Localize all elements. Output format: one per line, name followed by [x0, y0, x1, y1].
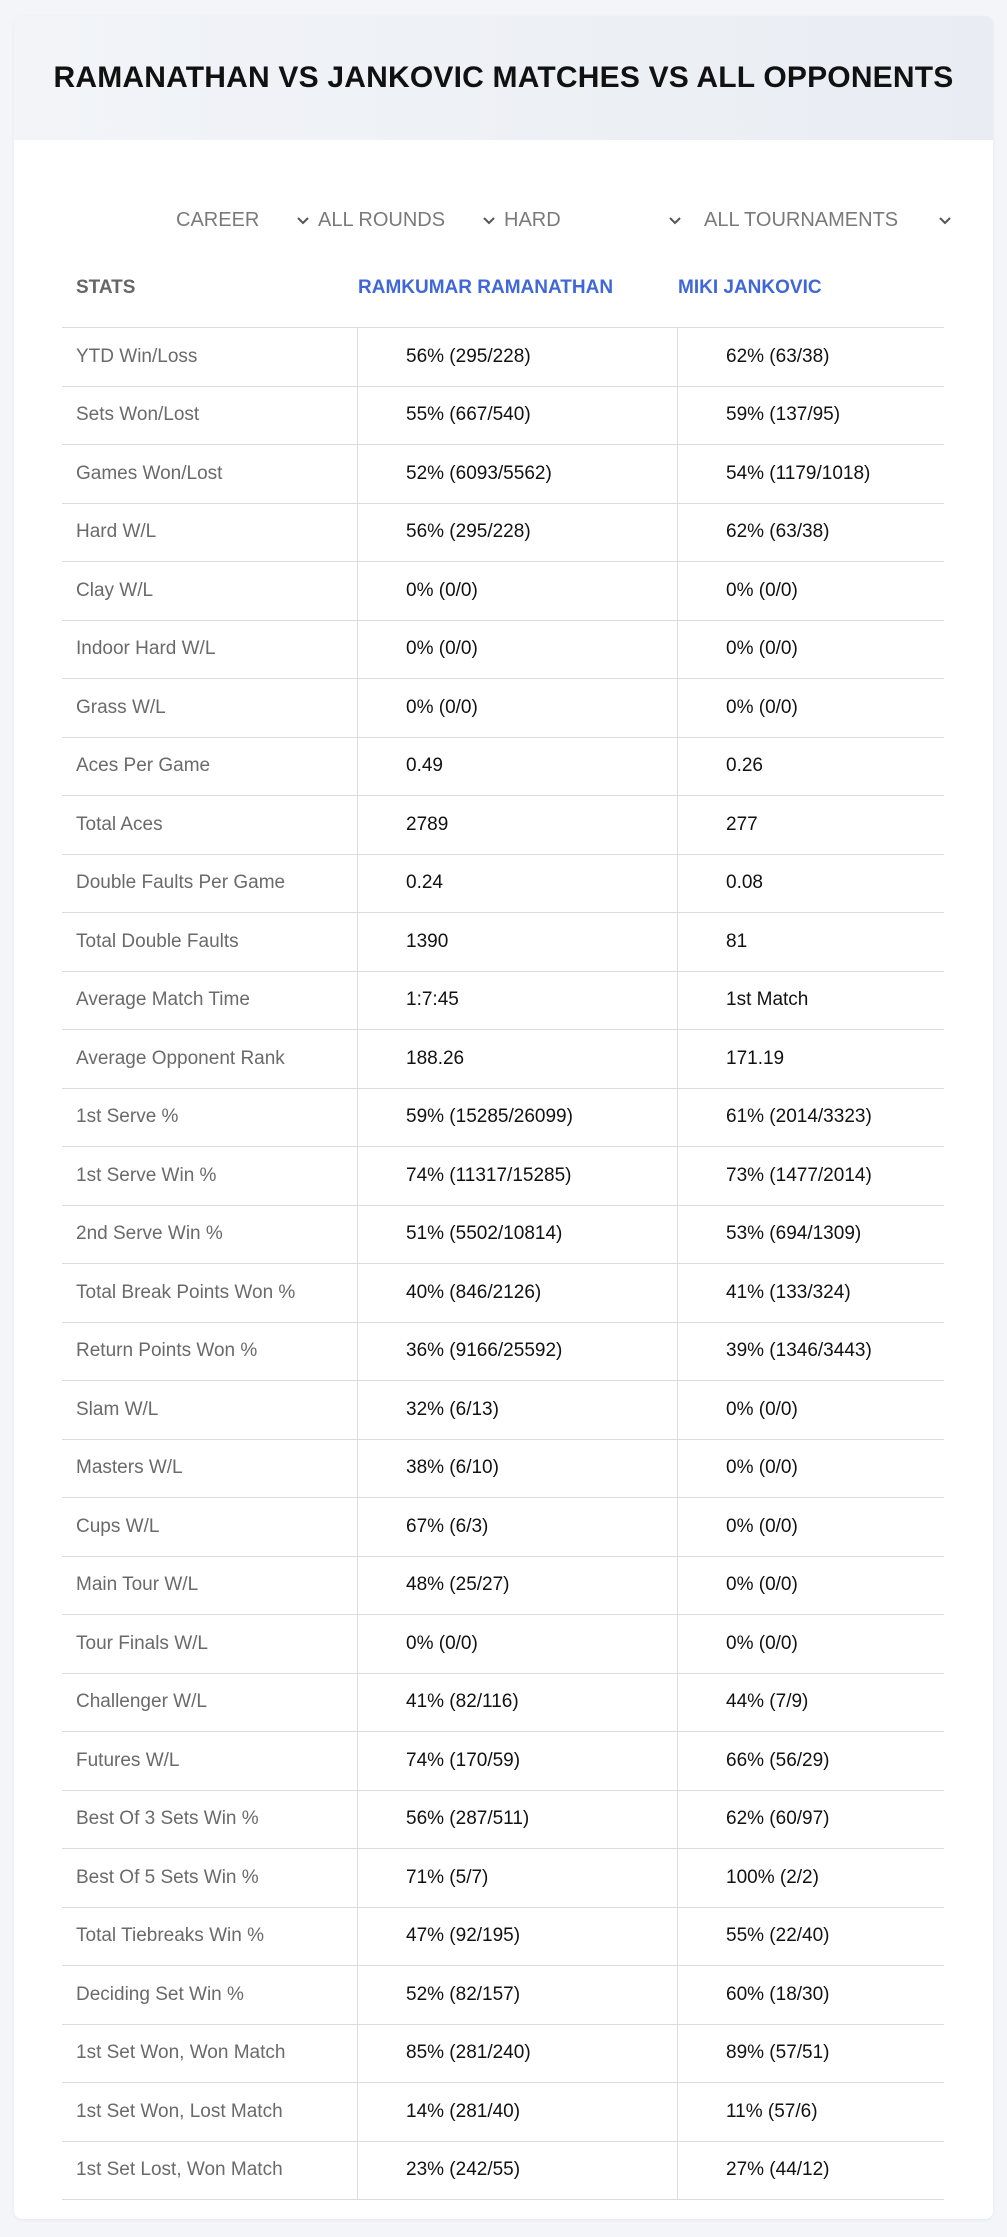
stat-value-ramanathan: 0.49: [358, 738, 678, 796]
table-row: [62, 796, 944, 855]
stat-value-jankovic: 0% (0/0): [726, 696, 798, 718]
stat-label: YTD Win/Loss: [62, 328, 358, 386]
table-row: [62, 328, 944, 387]
stat-value-jankovic: 62% (60/97): [726, 1808, 830, 1830]
stat-label: Total Break Points Won %: [62, 1264, 358, 1322]
stat-value-ramanathan: 67% (6/3): [358, 1498, 678, 1556]
tournament-select[interactable]: [704, 190, 954, 250]
stat-value-ramanathan: 52% (6093/5562): [358, 445, 678, 503]
stat-label: Games Won/Lost: [62, 445, 358, 503]
stat-value-ramanathan: 40% (846/2126): [358, 1264, 678, 1322]
stat-value-jankovic: 62% (63/38): [726, 345, 830, 367]
stat-value-ramanathan: 85% (281/240): [358, 2025, 678, 2083]
stat-label: Cups W/L: [62, 1498, 358, 1556]
table-row: [62, 1440, 944, 1499]
stat-label: Futures W/L: [62, 1732, 358, 1790]
stat-value-ramanathan: 38% (6/10): [358, 1440, 678, 1498]
stat-value-ramanathan: 59% (15285/26099): [358, 1089, 678, 1147]
stat-label: Best Of 5 Sets Win %: [62, 1849, 358, 1907]
stat-value-jankovic: 0% (0/0): [726, 1457, 798, 1479]
stat-value-jankovic: 11% (57/6): [726, 2100, 818, 2122]
stat-value-ramanathan: 74% (170/59): [358, 1732, 678, 1790]
stat-value-jankovic: 61% (2014/3323): [726, 1106, 872, 1128]
stat-value-ramanathan: 71% (5/7): [358, 1849, 678, 1907]
table-row: [62, 1732, 944, 1791]
stat-label: Indoor Hard W/L: [62, 621, 358, 679]
stat-label: 2nd Serve Win %: [62, 1206, 358, 1264]
table-row: [62, 679, 944, 738]
table-row: [62, 1264, 944, 1323]
stat-value-ramanathan: 1390: [358, 913, 678, 971]
stat-value-jankovic: 0% (0/0): [726, 1398, 798, 1420]
stat-value-ramanathan: 1:7:45: [358, 972, 678, 1030]
table-row: [62, 387, 944, 446]
stat-value-ramanathan: 56% (295/228): [358, 328, 678, 386]
stat-value-ramanathan: 14% (281/40): [358, 2083, 678, 2141]
stat-value-jankovic: 100% (2/2): [726, 1866, 819, 1888]
table-row: [62, 1908, 944, 1967]
header-player-ramanathan[interactable]: RAMKUMAR RAMANATHAN: [358, 276, 614, 298]
stat-label: Best Of 3 Sets Win %: [62, 1791, 358, 1849]
chevron-down-icon: [936, 211, 954, 229]
stat-value-jankovic: 277: [726, 813, 758, 835]
period-select[interactable]: [176, 190, 312, 250]
table-row: [62, 1147, 944, 1206]
stat-label: 1st Set Won, Lost Match: [62, 2083, 358, 2141]
stat-label: 1st Serve Win %: [62, 1147, 358, 1205]
stat-value-ramanathan: 2789: [358, 796, 678, 854]
table-row: [62, 504, 944, 563]
stat-value-jankovic: 0% (0/0): [726, 638, 798, 660]
table-row: [62, 1381, 944, 1440]
stat-label: Clay W/L: [62, 562, 358, 620]
table-row: [62, 1557, 944, 1616]
stat-value-jankovic: 39% (1346/3443): [726, 1340, 872, 1362]
stat-value-jankovic: 27% (44/12): [726, 2159, 830, 2181]
stat-value-jankovic: 81: [726, 930, 748, 952]
table-row: [62, 2083, 944, 2142]
table-row: [62, 972, 944, 1031]
table-row: [62, 1323, 944, 1382]
stat-label: Deciding Set Win %: [62, 1966, 358, 2024]
table-row: [62, 855, 944, 914]
stat-label: 1st Serve %: [62, 1089, 358, 1147]
round-select[interactable]: [318, 190, 498, 250]
stat-label: Challenger W/L: [62, 1674, 358, 1732]
stat-value-jankovic: 0% (0/0): [726, 1574, 798, 1596]
stat-value-jankovic: 60% (18/30): [726, 1983, 830, 2005]
stat-label: Total Tiebreaks Win %: [62, 1908, 358, 1966]
stat-value-ramanathan: 0% (0/0): [358, 1615, 678, 1673]
stat-value-jankovic: 0.26: [726, 755, 763, 777]
stat-value-ramanathan: 55% (667/540): [358, 387, 678, 445]
stat-value-jankovic: 62% (63/38): [726, 521, 830, 543]
stat-value-ramanathan: 23% (242/55): [358, 2142, 678, 2200]
stat-value-ramanathan: 0% (0/0): [358, 621, 678, 679]
round-select-value: ALL ROUNDS: [318, 208, 446, 231]
stat-value-jankovic: 41% (133/324): [726, 1281, 851, 1303]
chevron-down-icon: [294, 211, 312, 229]
table-row: [62, 738, 944, 797]
stat-value-jankovic: 0.08: [726, 872, 763, 894]
stat-value-jankovic: 171.19: [726, 1047, 785, 1069]
stat-value-jankovic: 1st Match: [726, 989, 809, 1011]
surface-select-value: HARD: [504, 208, 561, 231]
table-row: [62, 913, 944, 972]
stat-label: Total Aces: [62, 796, 358, 854]
stat-value-ramanathan: 0% (0/0): [358, 562, 678, 620]
tournament-select-value: ALL TOURNAMENTS: [704, 208, 899, 231]
stat-label: Grass W/L: [62, 679, 358, 737]
table-row: [62, 562, 944, 621]
card-header: [14, 16, 993, 140]
header-stats: STATS: [76, 276, 136, 298]
stat-value-jankovic: 59% (137/95): [726, 404, 841, 426]
table-body: [62, 328, 944, 2200]
stat-label: 1st Set Won, Won Match: [62, 2025, 358, 2083]
stat-label: Sets Won/Lost: [62, 387, 358, 445]
table-row: [62, 621, 944, 680]
chevron-down-icon: [480, 211, 498, 229]
stat-label: Total Double Faults: [62, 913, 358, 971]
table-row: [62, 2142, 944, 2201]
stat-value-jankovic: 66% (56/29): [726, 1749, 830, 1771]
table-row: [62, 1030, 944, 1089]
stat-label: Average Match Time: [62, 972, 358, 1030]
stat-label: Hard W/L: [62, 504, 358, 562]
stat-label: Tour Finals W/L: [62, 1615, 358, 1673]
stat-value-ramanathan: 36% (9166/25592): [358, 1323, 678, 1381]
header-player-jankovic[interactable]: MIKI JANKOVIC: [678, 276, 822, 298]
stat-label: 1st Set Lost, Won Match: [62, 2142, 358, 2200]
stat-label: Main Tour W/L: [62, 1557, 358, 1615]
stat-value-ramanathan: 56% (287/511): [358, 1791, 678, 1849]
table-row: [62, 1966, 944, 2025]
stat-value-ramanathan: 48% (25/27): [358, 1557, 678, 1615]
stat-value-jankovic: 89% (57/51): [726, 2042, 830, 2064]
stat-value-ramanathan: 32% (6/13): [358, 1381, 678, 1439]
table-row: [62, 1498, 944, 1557]
stat-value-ramanathan: 51% (5502/10814): [358, 1206, 678, 1264]
table-row: [62, 2025, 944, 2084]
stat-label: Slam W/L: [62, 1381, 358, 1439]
table-row: [62, 1615, 944, 1674]
table-row: [62, 1791, 944, 1850]
stat-value-ramanathan: 0.24: [358, 855, 678, 913]
stat-value-jankovic: 0% (0/0): [726, 1515, 798, 1537]
table-header: [62, 248, 944, 328]
stat-label: Masters W/L: [62, 1440, 358, 1498]
stat-value-ramanathan: 0% (0/0): [358, 679, 678, 737]
table-row: [62, 1674, 944, 1733]
stat-value-ramanathan: 41% (82/116): [358, 1674, 678, 1732]
stat-value-jankovic: 54% (1179/1018): [726, 462, 871, 484]
page-title: RAMANATHAN VS JANKOVIC MATCHES VS ALL OPPONENTS: [53, 61, 954, 94]
stat-value-jankovic: 44% (7/9): [726, 1691, 809, 1713]
stat-value-jankovic: 0% (0/0): [726, 1632, 798, 1654]
stat-value-jankovic: 55% (22/40): [726, 1925, 830, 1947]
stat-value-jankovic: 53% (694/1309): [726, 1223, 862, 1245]
period-select-value: CAREER: [176, 208, 260, 231]
stat-label: Double Faults Per Game: [62, 855, 358, 913]
stats-table: [62, 248, 944, 2200]
stat-value-ramanathan: 47% (92/195): [358, 1908, 678, 1966]
table-row: [62, 1849, 944, 1908]
table-row: [62, 1206, 944, 1265]
stat-label: Aces Per Game: [62, 738, 358, 796]
table-row: [62, 445, 944, 504]
stat-value-jankovic: 0% (0/0): [726, 579, 798, 601]
surface-select[interactable]: [504, 190, 684, 250]
stat-label: Average Opponent Rank: [62, 1030, 358, 1088]
stat-label: Return Points Won %: [62, 1323, 358, 1381]
stat-value-ramanathan: 52% (82/157): [358, 1966, 678, 2024]
chevron-down-icon: [666, 211, 684, 229]
stats-card: [14, 16, 993, 2219]
table-row: [62, 1089, 944, 1148]
filter-bar: [14, 190, 993, 250]
stat-value-ramanathan: 188.26: [358, 1030, 678, 1088]
stat-value-ramanathan: 56% (295/228): [358, 504, 678, 562]
stat-value-jankovic: 73% (1477/2014): [726, 1164, 872, 1186]
stat-value-ramanathan: 74% (11317/15285): [358, 1147, 678, 1205]
